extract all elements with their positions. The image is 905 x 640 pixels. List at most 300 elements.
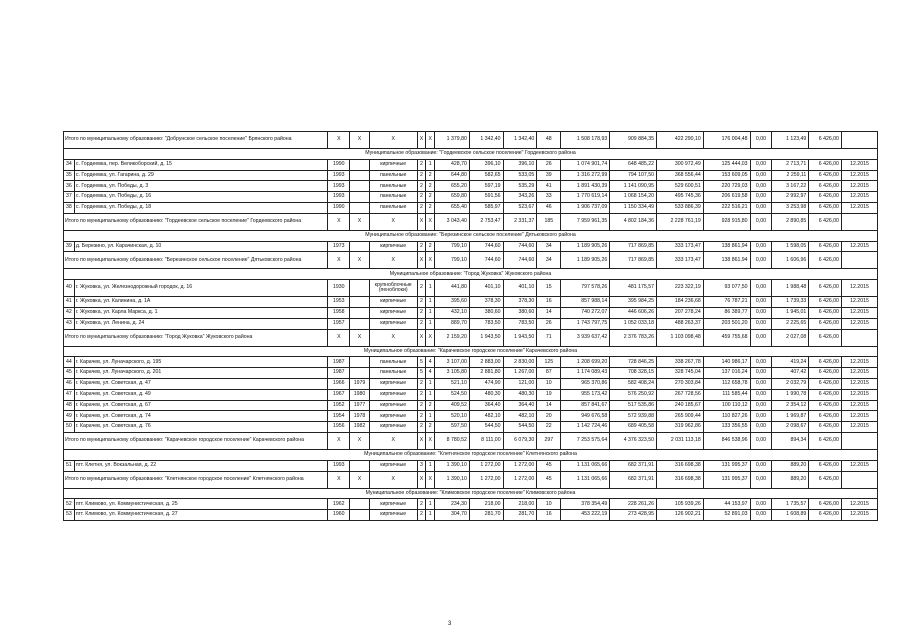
local-cost: 459 755,68 xyxy=(703,329,750,346)
region-cost: 316 698,38 xyxy=(657,460,704,471)
total-cost: 955 173,42 xyxy=(561,389,610,400)
unit-cost: 889,20 xyxy=(772,471,809,488)
overhaul-year xyxy=(350,280,370,297)
table-row xyxy=(64,368,878,379)
fund-cost: 717 869,85 xyxy=(610,252,657,269)
local-cost: 112 658,78 xyxy=(703,378,750,389)
residents-count: 39 xyxy=(537,170,561,181)
x-mark: X xyxy=(417,432,426,449)
wall-material: панельные xyxy=(369,170,417,181)
owner-cost: 0,00 xyxy=(750,132,772,149)
residents-count: 19 xyxy=(537,389,561,400)
address: с. Гордеевка, ул. Победы, д. 3 xyxy=(74,181,328,192)
residents-count: 34 xyxy=(537,252,561,269)
wall-material: кирпичные xyxy=(369,378,417,389)
region-cost: 333 173,47 xyxy=(657,241,704,252)
row-number: 43 xyxy=(64,318,75,329)
local-cost: 86 389,77 xyxy=(703,307,750,318)
fund-cost: 909 884,35 xyxy=(610,132,657,149)
entrances: 1 xyxy=(426,280,435,297)
floors: 2 xyxy=(417,422,426,433)
table-row xyxy=(64,422,878,433)
local-cost: 206 619,58 xyxy=(703,192,750,203)
local-cost: 138 861,94 xyxy=(703,241,750,252)
owner-cost: 0,00 xyxy=(750,280,772,297)
residential-area: 6 079,30 xyxy=(503,432,537,449)
unit-cost: 1 606,96 xyxy=(772,252,809,269)
total-cost: 965 370,86 xyxy=(561,378,610,389)
total-area: 655,40 xyxy=(435,202,470,213)
fund-cost: 395 984,25 xyxy=(610,297,657,308)
unit-cost: 2 098,67 xyxy=(772,422,809,433)
table-row xyxy=(64,241,878,252)
total-area: 1 390,10 xyxy=(435,460,470,471)
total-row xyxy=(64,432,878,449)
max-unit-cost: 6 426,00 xyxy=(809,192,842,203)
wall-material: кирпичные xyxy=(369,297,417,308)
build-year: 1987 xyxy=(328,357,350,368)
x-mark: X xyxy=(350,432,370,449)
total-row xyxy=(64,471,878,488)
deadline: 12.2015 xyxy=(841,368,877,379)
region-cost: 2 228 761,19 xyxy=(657,213,704,230)
region-cost: 2 031 113,18 xyxy=(657,432,704,449)
build-year: 1987 xyxy=(328,368,350,379)
residents-count: 297 xyxy=(537,432,561,449)
entrances: 1 xyxy=(426,460,435,471)
unit-cost: 2 713,71 xyxy=(772,159,809,170)
max-unit-cost: 6 426,00 xyxy=(809,422,842,433)
entrances: 2 xyxy=(426,241,435,252)
deadline: 12.2015 xyxy=(841,411,877,422)
page-number: 3 xyxy=(448,621,452,627)
deadline: 12.2015 xyxy=(841,202,877,213)
residents-count: 125 xyxy=(537,357,561,368)
build-year: 1958 xyxy=(328,307,350,318)
region-cost: 223 322,19 xyxy=(657,280,704,297)
fund-cost: 1 068 154,20 xyxy=(610,192,657,203)
owner-cost: 0,00 xyxy=(750,499,772,510)
row-number: 46 xyxy=(64,378,75,389)
deadline: 12.2015 xyxy=(841,389,877,400)
unit-cost: 2 259,11 xyxy=(772,170,809,181)
owner-cost: 0,00 xyxy=(750,307,772,318)
floors: 3 xyxy=(417,460,426,471)
owner-cost: 0,00 xyxy=(750,368,772,379)
unit-cost: 2 890,85 xyxy=(772,213,809,230)
total-cost: 949 676,58 xyxy=(561,411,610,422)
x-mark: X xyxy=(417,252,426,269)
overhaul-year xyxy=(350,202,370,213)
region-cost: 267 728,56 xyxy=(657,389,704,400)
x-mark: X xyxy=(426,329,435,346)
max-unit-cost: 6 426,00 xyxy=(809,280,842,297)
fund-cost: 582 408,24 xyxy=(610,378,657,389)
residential-area: 218,00 xyxy=(503,499,537,510)
address: д. Березино, ул. Карачинская, д. 10 xyxy=(74,241,328,252)
table-row xyxy=(64,159,878,170)
deadline: 12.2015 xyxy=(841,510,877,521)
region-cost: 270 303,84 xyxy=(657,378,704,389)
max-unit-cost: 6 426,00 xyxy=(809,510,842,521)
owner-cost: 0,00 xyxy=(750,192,772,203)
row-number: 35 xyxy=(64,170,75,181)
floors: 2 xyxy=(417,297,426,308)
deadline: 12.2015 xyxy=(841,192,877,203)
fund-cost: 1 052 033,18 xyxy=(610,318,657,329)
total-cost: 1 189 905,26 xyxy=(561,241,610,252)
x-mark: X xyxy=(328,471,350,488)
deadline: 12.2015 xyxy=(841,357,877,368)
living-area: 2 883,00 xyxy=(469,357,503,368)
owner-cost: 0,00 xyxy=(750,432,772,449)
overhaul-year xyxy=(350,510,370,521)
max-unit-cost: 6 426,00 xyxy=(809,460,842,471)
wall-material: панельные xyxy=(369,181,417,192)
region-cost: 368 556,44 xyxy=(657,170,704,181)
local-cost: 137 016,24 xyxy=(703,368,750,379)
table-row xyxy=(64,460,878,471)
local-cost: 110 827,26 xyxy=(703,411,750,422)
total-cost: 1 906 737,09 xyxy=(561,202,610,213)
deadline: 12.2015 xyxy=(841,499,877,510)
address: г. Карачев, ул. Советская, д. 74 xyxy=(74,411,328,422)
residential-area: 783,50 xyxy=(503,318,537,329)
build-year: 1993 xyxy=(328,460,350,471)
fund-cost: 689 405,58 xyxy=(610,422,657,433)
table-row xyxy=(64,411,878,422)
floors: 5 xyxy=(417,357,426,368)
total-area: 234,30 xyxy=(435,499,470,510)
deadline xyxy=(841,213,877,230)
residential-area: 281,70 xyxy=(503,510,537,521)
owner-cost: 0,00 xyxy=(750,202,772,213)
living-area: 8 111,00 xyxy=(469,432,503,449)
floors: 2 xyxy=(417,389,426,400)
owner-cost: 0,00 xyxy=(750,170,772,181)
entrances: 4 xyxy=(426,368,435,379)
total-area: 395,60 xyxy=(435,297,470,308)
x-mark: X xyxy=(350,132,370,149)
x-mark: X xyxy=(426,432,435,449)
fund-cost: 576 250,92 xyxy=(610,389,657,400)
residents-count: 45 xyxy=(537,471,561,488)
deadline: 12.2015 xyxy=(841,422,877,433)
floors: 2 xyxy=(417,411,426,422)
register-rows xyxy=(64,132,878,521)
total-cost: 1 743 797,75 xyxy=(561,318,610,329)
wall-material: кирпичные xyxy=(369,159,417,170)
living-area: 744,60 xyxy=(469,252,503,269)
fund-cost: 682 371,91 xyxy=(610,471,657,488)
owner-cost: 0,00 xyxy=(750,357,772,368)
x-mark: X xyxy=(328,213,350,230)
wall-material: кирпичные xyxy=(369,499,417,510)
fund-cost: 728 846,25 xyxy=(610,357,657,368)
local-cost: 138 861,94 xyxy=(703,252,750,269)
unit-cost: 889,20 xyxy=(772,460,809,471)
residents-count: 20 xyxy=(537,411,561,422)
entrances: 2 xyxy=(426,422,435,433)
x-mark: X xyxy=(369,329,417,346)
deadline: 12.2015 xyxy=(841,378,877,389)
address: с. Гордеевка, ул. Победы, д. 16 xyxy=(74,192,328,203)
fund-cost: 572 939,88 xyxy=(610,411,657,422)
residents-count: 185 xyxy=(537,213,561,230)
residential-area: 523,67 xyxy=(503,202,537,213)
address: г. Карачев, ул. Советская, д. 67 xyxy=(74,400,328,411)
total-label: Итого по муниципальному образованию: "Березинское сельское поселение" Дятьковского района xyxy=(64,252,328,269)
build-year: 1956 xyxy=(328,422,350,433)
floors: 2 xyxy=(417,499,426,510)
housing-register-table xyxy=(63,131,878,521)
wall-material: кирпичные xyxy=(369,411,417,422)
max-unit-cost: 6 426,00 xyxy=(809,213,842,230)
residents-count: 46 xyxy=(537,202,561,213)
wall-material: кирпичные xyxy=(369,389,417,400)
residential-area: 1 272,00 xyxy=(503,460,537,471)
fund-cost: 2 376 783,26 xyxy=(610,329,657,346)
section-title: Муниципальное образование: "Гордеевское сельское поселение" Гордеевского района xyxy=(64,149,878,160)
total-cost: 1 131 065,66 xyxy=(561,460,610,471)
region-cost: 333 173,47 xyxy=(657,252,704,269)
total-cost: 740 272,07 xyxy=(561,307,610,318)
total-area: 597,50 xyxy=(435,422,470,433)
max-unit-cost: 6 426,00 xyxy=(809,170,842,181)
residents-count: 10 xyxy=(537,499,561,510)
address: г. Жуковка, ул. Ленина, д. 24 xyxy=(74,318,328,329)
entrances: 2 xyxy=(426,170,435,181)
wall-material: кирпичные xyxy=(369,318,417,329)
total-cost: 1 189 905,26 xyxy=(561,252,610,269)
overhaul-year xyxy=(350,318,370,329)
table-row xyxy=(64,389,878,400)
residential-area: 378,30 xyxy=(503,297,537,308)
x-mark: X xyxy=(417,132,426,149)
total-cost: 1 174 089,43 xyxy=(561,368,610,379)
residents-count: 16 xyxy=(537,510,561,521)
residential-area: 744,60 xyxy=(503,252,537,269)
build-year: 1957 xyxy=(328,318,350,329)
row-number: 34 xyxy=(64,159,75,170)
unit-cost: 2 992,97 xyxy=(772,192,809,203)
residential-area: 1 342,40 xyxy=(503,132,537,149)
build-year: 1993 xyxy=(328,181,350,192)
row-number: 52 xyxy=(64,499,75,510)
max-unit-cost: 6 426,00 xyxy=(809,252,842,269)
x-mark: X xyxy=(369,432,417,449)
residents-count: 14 xyxy=(537,307,561,318)
max-unit-cost: 6 426,00 xyxy=(809,202,842,213)
section-title: Муниципальное образование: "Березинское сельское поселение" Дятьковского района xyxy=(64,230,878,241)
total-cost: 857 988,14 xyxy=(561,297,610,308)
fund-cost: 1 150 334,49 xyxy=(610,202,657,213)
wall-material: кирпичные xyxy=(369,241,417,252)
total-area: 409,52 xyxy=(435,400,470,411)
section-header-row xyxy=(64,230,878,241)
x-mark: X xyxy=(426,132,435,149)
overhaul-year xyxy=(350,297,370,308)
unit-cost: 1 739,33 xyxy=(772,297,809,308)
entrances: 1 xyxy=(426,318,435,329)
fund-cost: 481 175,57 xyxy=(610,280,657,297)
address: с. Гордеевка, ул. Гагарина, д. 29 xyxy=(74,170,328,181)
overhaul-year xyxy=(350,170,370,181)
total-area: 655,20 xyxy=(435,181,470,192)
unit-cost: 407,42 xyxy=(772,368,809,379)
floors: 2 xyxy=(417,400,426,411)
build-year: 1993 xyxy=(328,192,350,203)
region-cost: 338 267,78 xyxy=(657,357,704,368)
wall-material: кирпичные xyxy=(369,422,417,433)
deadline: 12.2015 xyxy=(841,181,877,192)
build-year: 1954 xyxy=(328,411,350,422)
max-unit-cost: 6 426,00 xyxy=(809,329,842,346)
living-area: 378,30 xyxy=(469,297,503,308)
row-number: 41 xyxy=(64,297,75,308)
build-year: 1973 xyxy=(328,241,350,252)
fund-cost: 228 261,26 xyxy=(610,499,657,510)
deadline: 12.2015 xyxy=(841,241,877,252)
local-cost: 100 110,12 xyxy=(703,400,750,411)
deadline: 12.2015 xyxy=(841,318,877,329)
x-mark: X xyxy=(350,252,370,269)
local-cost: 846 538,96 xyxy=(703,432,750,449)
entrances: 1 xyxy=(426,510,435,521)
local-cost: 125 444,03 xyxy=(703,159,750,170)
max-unit-cost: 6 426,00 xyxy=(809,241,842,252)
total-area: 441,80 xyxy=(435,280,470,297)
entrances: 2 xyxy=(426,181,435,192)
fund-cost: 682 371,91 xyxy=(610,460,657,471)
total-area: 2 159,20 xyxy=(435,329,470,346)
living-area: 396,10 xyxy=(469,159,503,170)
x-mark: X xyxy=(426,213,435,230)
overhaul-year xyxy=(350,307,370,318)
x-mark: X xyxy=(328,252,350,269)
row-number: 37 xyxy=(64,192,75,203)
residential-area: 533,05 xyxy=(503,170,537,181)
total-label: Итого по муниципальному образованию: "Добрунское сельское поселение" Брянского района xyxy=(64,132,328,149)
deadline: 12.2015 xyxy=(841,460,877,471)
unit-cost: 3 167,22 xyxy=(772,181,809,192)
total-cost: 1 074 901,74 xyxy=(561,159,610,170)
total-row xyxy=(64,132,878,149)
build-year: 1990 xyxy=(328,202,350,213)
fund-cost: 273 428,95 xyxy=(610,510,657,521)
region-cost: 240 185,67 xyxy=(657,400,704,411)
living-area: 480,30 xyxy=(469,389,503,400)
fund-cost: 794 107,50 xyxy=(610,170,657,181)
table-row xyxy=(64,170,878,181)
overhaul-year xyxy=(350,499,370,510)
table-row xyxy=(64,378,878,389)
entrances: 2 xyxy=(426,400,435,411)
floors: 2 xyxy=(417,510,426,521)
floors: 2 xyxy=(417,307,426,318)
unit-cost: 1 990,78 xyxy=(772,389,809,400)
total-row xyxy=(64,213,878,230)
wall-material: крупноблочные (пеноблоки) xyxy=(369,280,417,297)
max-unit-cost: 6 426,00 xyxy=(809,432,842,449)
total-area: 8 780,52 xyxy=(435,432,470,449)
local-cost: 52 891,03 xyxy=(703,510,750,521)
max-unit-cost: 6 426,00 xyxy=(809,368,842,379)
total-label: Итого по муниципальному образованию: "Город Жуковка" Жуковского района xyxy=(64,329,328,346)
region-cost: 126 902,21 xyxy=(657,510,704,521)
entrances: 1 xyxy=(426,378,435,389)
living-area: 582,65 xyxy=(469,170,503,181)
address: г. Карачев, ул. Луначарского, д. 195 xyxy=(74,357,328,368)
table-row xyxy=(64,510,878,521)
living-area: 364,40 xyxy=(469,400,503,411)
living-area: 1 272,00 xyxy=(469,460,503,471)
table-row xyxy=(64,202,878,213)
section-title: Муниципальное образование: "Карачевское городское поселение" Карачевского района xyxy=(64,346,878,357)
unit-cost: 894,34 xyxy=(772,432,809,449)
entrances: 1 xyxy=(426,411,435,422)
build-year: 1967 xyxy=(328,389,350,400)
residential-area: 380,60 xyxy=(503,307,537,318)
address: г. Карачев, ул. Советская, д. 47 xyxy=(74,378,328,389)
deadline: 12.2015 xyxy=(841,400,877,411)
address: пгт. Климово, ул. Коммунистическая, д. 25 xyxy=(74,499,328,510)
owner-cost: 0,00 xyxy=(750,181,772,192)
floors: 2 xyxy=(417,192,426,203)
local-cost: 93 077,50 xyxy=(703,280,750,297)
section-title: Муниципальное образование: "Город Жуковка" Жуковского района xyxy=(64,269,878,280)
x-mark: X xyxy=(369,471,417,488)
x-mark: X xyxy=(369,213,417,230)
living-area: 2 753,47 xyxy=(469,213,503,230)
row-number: 38 xyxy=(64,202,75,213)
floors: 2 xyxy=(417,159,426,170)
total-area: 524,50 xyxy=(435,389,470,400)
build-year: 1966 xyxy=(328,378,350,389)
region-cost: 207 278,24 xyxy=(657,307,704,318)
residents-count: 26 xyxy=(537,318,561,329)
living-area: 585,97 xyxy=(469,202,503,213)
section-header-row xyxy=(64,449,878,460)
wall-material: кирпичные xyxy=(369,460,417,471)
residential-area: 482,10 xyxy=(503,411,537,422)
owner-cost: 0,00 xyxy=(750,329,772,346)
region-cost: 105 939,26 xyxy=(657,499,704,510)
residential-area: 535,29 xyxy=(503,181,537,192)
max-unit-cost: 6 426,00 xyxy=(809,357,842,368)
owner-cost: 0,00 xyxy=(750,389,772,400)
overhaul-year xyxy=(350,460,370,471)
build-year: 1953 xyxy=(328,297,350,308)
owner-cost: 0,00 xyxy=(750,510,772,521)
floors: 2 xyxy=(417,241,426,252)
max-unit-cost: 6 426,00 xyxy=(809,411,842,422)
residents-count: 71 xyxy=(537,329,561,346)
residential-area: 1 272,00 xyxy=(503,471,537,488)
x-mark: X xyxy=(417,213,426,230)
row-number: 40 xyxy=(64,280,75,297)
total-label: Итого по муниципальному образованию: "Клетнянское городское поселение" Клетнянского района xyxy=(64,471,328,488)
table-row xyxy=(64,192,878,203)
owner-cost: 0,00 xyxy=(750,400,772,411)
residential-area: 121,00 xyxy=(503,378,537,389)
deadline xyxy=(841,471,877,488)
residents-count: 10 xyxy=(537,378,561,389)
fund-cost: 517 535,86 xyxy=(610,400,657,411)
region-cost: 319 962,86 xyxy=(657,422,704,433)
total-area: 659,80 xyxy=(435,192,470,203)
region-cost: 529 600,51 xyxy=(657,181,704,192)
